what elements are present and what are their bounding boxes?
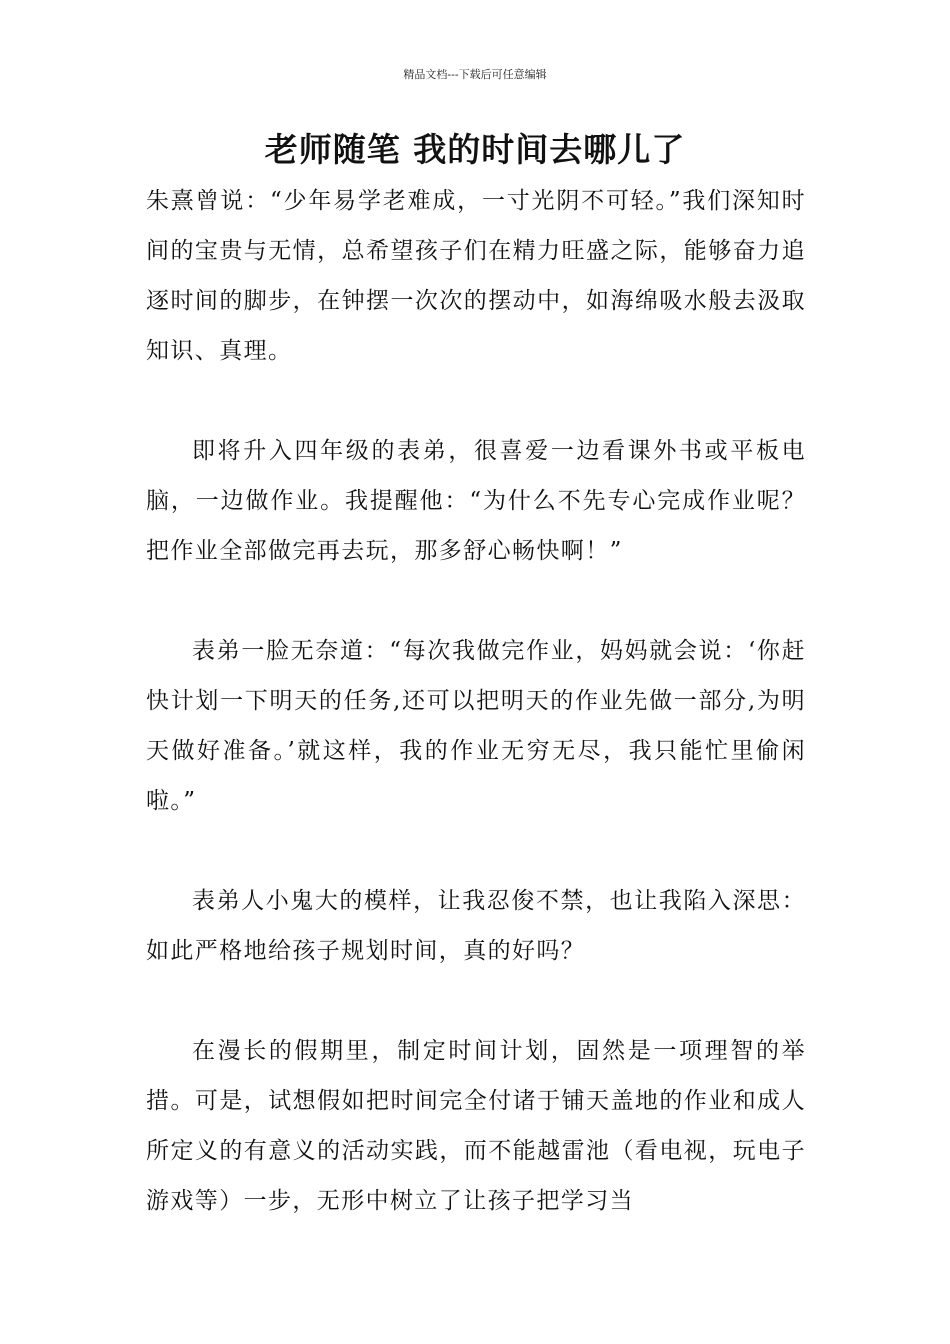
paragraph-5: 在漫长的假期里，制定时间计划，固然是一项理智的举措。可是，试想假如把时间完全付诸于铺天盖地的作业和成人所定义的有意义的活动实践，而不能越雷池（看电视，玩电子游戏等）一步，无形中树立了让孩子把学习当: [146, 1038, 806, 1214]
paragraph-2: 即将升入四年级的表弟，很喜爱一边看课外书或平板电脑，一边做作业。我提醒他：“为什么不先专心完成作业呢？把作业全部做完再去玩，那多舒心畅快啊！”: [146, 438, 806, 564]
paragraph-1: 朱熹曾说：“少年易学老难成，一寸光阴不可轻。”我们深知时间的宝贵与无情，总希望孩子们在精力旺盛之际，能够奋力追逐时间的脚步，在钟摆一次次的摆动中，如海绵吸水般去汲取知识、真理。: [146, 188, 806, 364]
paragraph-3: 表弟一脸无奈道：“每次我做完作业，妈妈就会说：‘你赶快计划一下明天的任务,还可以把明天的作业先做一部分,为明天做好准备。’就这样，我的作业无穷无尽，我只能忙里偷闲啦。”: [146, 638, 806, 814]
document-body: [146, 176, 806, 1276]
document-title: 老师随笔 我的时间去哪儿了: [264, 130, 686, 169]
document-header-note: 精品文档---下载后可任意编辑: [403, 68, 547, 81]
paragraph-4: 表弟人小鬼大的模样，让我忍俊不禁，也让我陷入深思：如此严格地给孩子规划时间，真的好吗？: [146, 888, 806, 964]
